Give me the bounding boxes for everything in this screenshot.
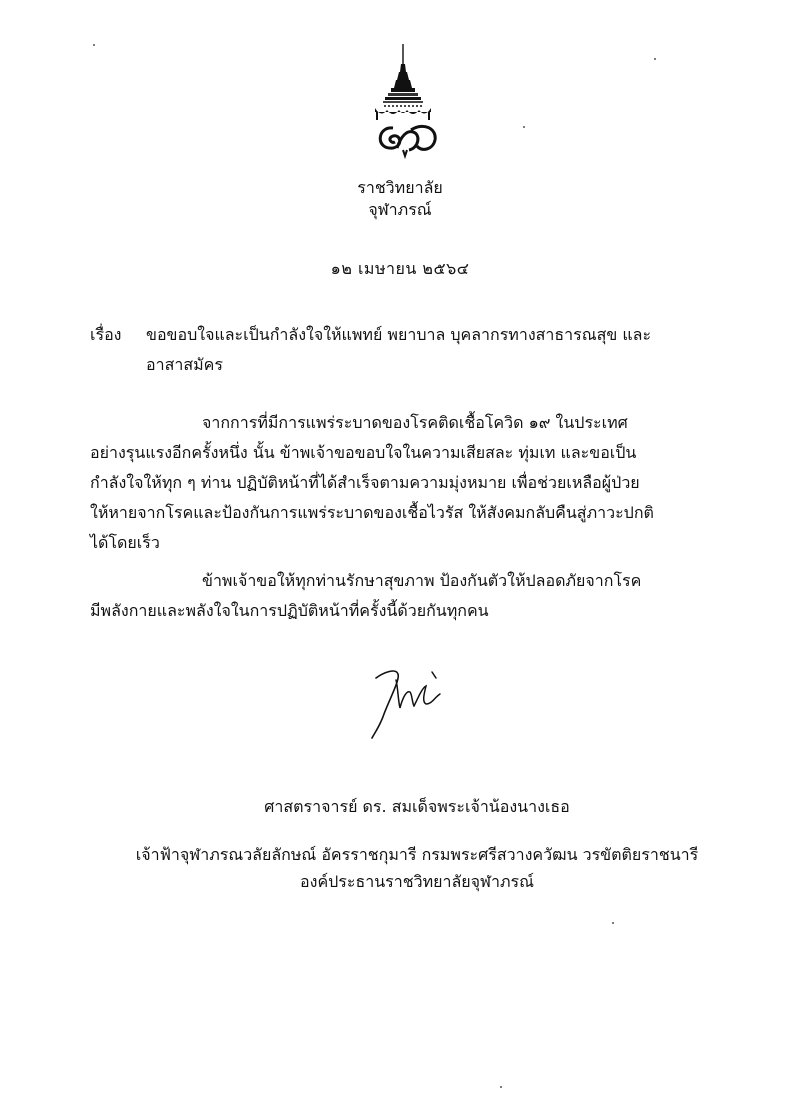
body-paragraph-1 xyxy=(90,408,730,558)
paragraph-line: จากการที่มีการแพร่ระบาดของโรคติดเชื้อโควิด ๑๙ ในประเทศ xyxy=(202,413,628,432)
paragraph-line: ได้โดยเร็ว xyxy=(90,533,160,552)
organization-name-line2: จุฬาภรณ์ xyxy=(368,200,432,219)
paragraph-line: ให้หายจากโรคและป้องกันการแพร่ระบาดของเชื้อไวรัส ให้สังคมกลับคืนสู่ภาวะปกติ xyxy=(90,503,654,522)
subject-label: เรื่อง xyxy=(90,325,122,344)
handwritten-signature-icon xyxy=(362,658,452,744)
organization-name-line1: ราชวิทยาลัย xyxy=(357,178,443,197)
scan-speck xyxy=(500,1086,502,1088)
signer-name: ศาสตราจารย์ ดร. สมเด็จพระเจ้าน้องนางเธอ xyxy=(264,797,570,816)
paragraph-line: อย่างรุนแรงอีกครั้งหนึ่ง นั้น ข้าพเจ้าขอขอบใจในความเสียสละ ทุ่มเท และขอเป็น xyxy=(90,443,637,462)
paragraph-line: ข้าพเจ้าขอให้ทุกท่านรักษาสุขภาพ ป้องกันตัวให้ปลอดภัยจากโรค xyxy=(202,571,642,590)
paragraph-line: มีพลังกายและพลังใจในการปฏิบัติหน้าที่ครั้งนี้ด้วยกันทุกคน xyxy=(90,601,489,620)
subject-text-line2: อาสาสมัคร xyxy=(146,355,223,374)
scan-speck xyxy=(523,126,525,128)
signer-title-line2: องค์ประธานราชวิทยาลัยจุฬาภรณ์ xyxy=(300,872,534,891)
signer-title-line1: เจ้าฟ้าจุฬาภรณวลัยลักษณ์ อัครราชกุมารี กรมพระศรีสวางควัฒน วรขัตติยราชนารี xyxy=(135,845,699,864)
body-paragraph-2 xyxy=(90,566,730,626)
royal-crown-monogram-emblem-icon xyxy=(363,44,443,162)
scan-speck xyxy=(654,58,656,60)
scan-speck xyxy=(93,44,95,46)
scan-speck xyxy=(612,922,614,924)
paragraph-line: กำลังใจให้ทุก ๆ ท่าน ปฏิบัติหน้าที่ได้สำเร็จตามความมุ่งหมาย เพื่อช่วยเหลือผู้ป่วย xyxy=(90,473,640,492)
letter-date: ๑๒ เมษายน ๒๕๖๔ xyxy=(330,259,470,278)
subject-text-line1: ขอขอบใจและเป็นกำลังใจให้แพทย์ พยาบาล บุคลากรทางสาธารณสุข และ xyxy=(146,325,652,344)
